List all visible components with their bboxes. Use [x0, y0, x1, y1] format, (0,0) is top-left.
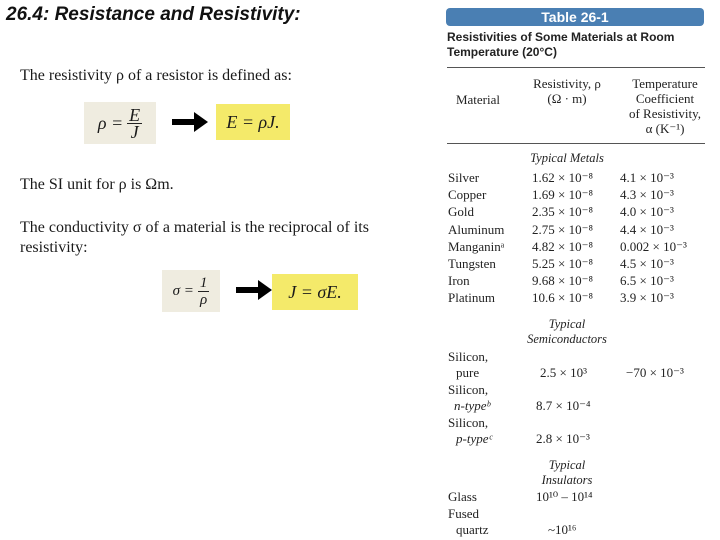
table-cell-material: Silicon, — [448, 382, 489, 397]
section-semiconductors-line2: Semiconductors — [527, 332, 607, 346]
table-cell-temp-coeff: 3.9 × 10⁻³ — [620, 290, 674, 306]
table-cell-temp-coeff: 4.0 × 10⁻³ — [620, 204, 674, 220]
table-cell-material: Tungsten — [448, 256, 496, 271]
table-cell-material: Platinum — [448, 290, 495, 306]
table-cell-material: Silicon, — [448, 349, 489, 364]
resistivity-unit: (Ω · m) — [547, 91, 587, 106]
table-cell-resistivity: 9.68 × 10⁻⁸ — [532, 273, 593, 289]
si-unit-text: The SI unit for ρ is Ωm. — [20, 176, 174, 193]
table-cell-temp-coeff: 6.5 × 10⁻³ — [620, 273, 674, 289]
table-cell-temp-coeff: −70 × 10⁻³ — [626, 365, 684, 380]
j-field-equation — [272, 274, 358, 310]
table-cell-resistivity: ~10¹⁶ — [548, 522, 577, 537]
table-cell-material: Silicon, — [448, 415, 489, 430]
resistivity-label: Resistivity, ρ — [533, 76, 601, 91]
resistivity-definition: The resistivity ρ of a resistor is defined as: — [20, 67, 292, 84]
section-metals: Typical Metals — [530, 151, 604, 165]
temp-coeff-line3: of Resistivity, — [628, 106, 702, 121]
table-cell-material: quartz — [456, 522, 489, 537]
table-cell-material: Copper — [448, 187, 487, 203]
table-cell-resistivity: 10¹⁰ – 10¹⁴ — [536, 489, 593, 504]
section-insulators-line2: Insulators — [541, 473, 593, 487]
conductivity-text-line1: The conductivity σ of a material is the reciprocal of its — [20, 219, 369, 236]
sigma-equation — [162, 270, 220, 312]
table-cell-material: Aluminum — [448, 221, 505, 237]
table-cell-temp-coeff: 0.002 × 10⁻³ — [620, 238, 687, 254]
section-semiconductors-line1: Typical — [548, 317, 586, 331]
table-cell-material: Glass — [448, 489, 477, 504]
section-insulators — [512, 458, 622, 488]
table-cell-resistivity: 2.75 × 10⁻⁸ — [532, 221, 593, 237]
rho-lhs: ρ = — [97, 112, 124, 133]
table-cell-resistivity: 2.5 × 10³ — [540, 365, 587, 380]
table-cell-resistivity: 5.25 × 10⁻⁸ — [532, 256, 593, 271]
table-cell-material: n-typeᵇ — [454, 398, 490, 413]
table-cell-resistivity: 1.69 × 10⁻⁸ — [532, 187, 593, 203]
j-field-formula: J = σE. — [288, 281, 342, 302]
table-cell-material: Silver — [448, 170, 480, 185]
rho-equation — [84, 102, 156, 144]
table-cell-resistivity: 2.35 × 10⁻⁸ — [532, 204, 593, 220]
table-cell-resistivity: 1.62 × 10⁻⁸ — [532, 170, 593, 185]
temp-coeff-line4: α (K⁻¹) — [645, 121, 685, 136]
e-field-equation — [216, 104, 290, 140]
temp-coeff-line2: Coefficient — [635, 91, 695, 106]
table-top-rule — [447, 67, 705, 68]
column-header-material: Material — [455, 92, 501, 107]
table-cell-temp-coeff: 4.4 × 10⁻³ — [620, 221, 674, 237]
sigma-lhs: σ = — [172, 282, 194, 299]
right-arrow-icon — [236, 280, 272, 300]
table-caption: Resistivities of Some Materials at Room Temperature (20°C) — [447, 30, 675, 59]
column-header-temp-coeff — [620, 76, 710, 136]
table-cell-temp-coeff: 4.5 × 10⁻³ — [620, 256, 674, 271]
conductivity-text-line2: resistivity: — [20, 239, 88, 256]
section-insulators-line1: Typical — [548, 458, 586, 472]
e-field-formula: E = ρJ. — [226, 111, 280, 132]
temp-coeff-line1: Temperature — [632, 76, 698, 91]
table-cell-resistivity: 2.8 × 10⁻³ — [536, 431, 590, 446]
table-cell-material: p-typeᶜ — [456, 431, 492, 446]
column-header-resistivity — [522, 76, 612, 106]
table-cell-resistivity: 4.82 × 10⁻⁸ — [532, 238, 593, 254]
table-cell-temp-coeff: 4.3 × 10⁻³ — [620, 187, 674, 203]
rho-numerator: E — [129, 104, 141, 125]
table-cell-material: pure — [456, 365, 480, 380]
table-header-rule — [447, 143, 705, 144]
section-semiconductors — [512, 317, 622, 347]
table-cell-material: Fused — [448, 506, 480, 521]
rho-denominator: J — [130, 121, 139, 142]
slide-title: 26.4: Resistance and Resistivity: — [6, 4, 301, 25]
table-cell-resistivity: 8.7 × 10⁻⁴ — [536, 398, 591, 413]
table-cell-material: Gold — [448, 204, 474, 220]
sigma-numerator: 1 — [199, 274, 208, 291]
table-cell-temp-coeff: 4.1 × 10⁻³ — [620, 170, 674, 185]
table-cell-material: Manganinᵃ — [448, 238, 505, 254]
table-header: Table 26-1 — [446, 8, 704, 26]
right-arrow-icon — [172, 112, 208, 132]
table-cell-material: Iron — [448, 273, 470, 289]
sigma-denominator: ρ — [200, 291, 208, 308]
table-cell-resistivity: 10.6 × 10⁻⁸ — [532, 290, 593, 306]
